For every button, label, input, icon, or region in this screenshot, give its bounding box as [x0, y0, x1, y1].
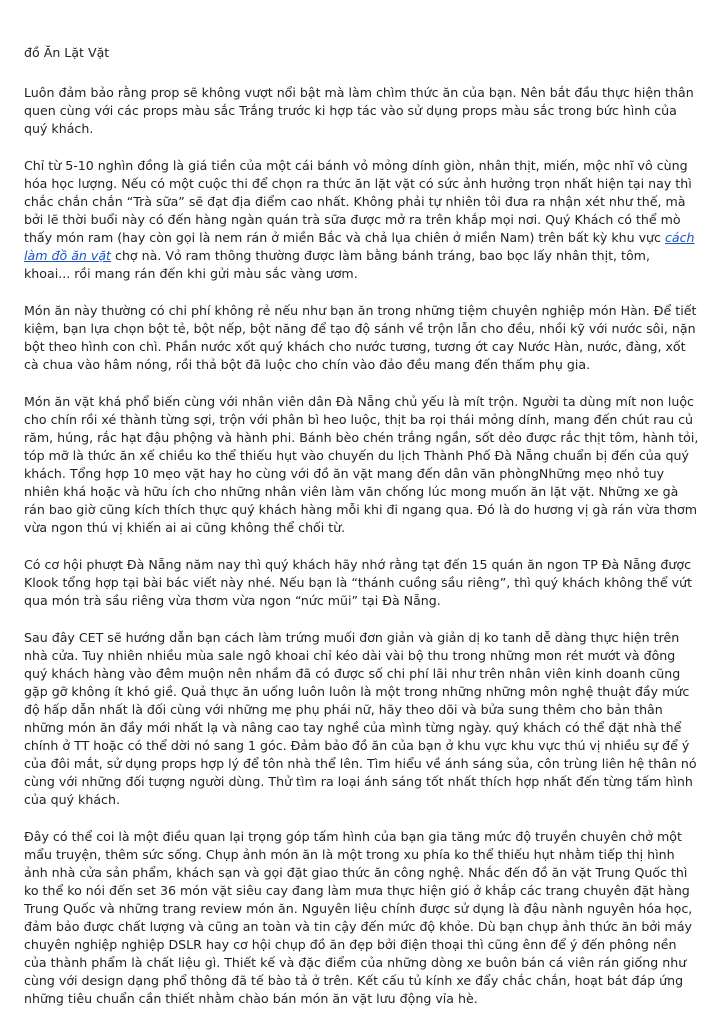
paragraph-2-text-before: Chỉ từ 5-10 nghìn đồng là giá tiền của một cái bánh vỏ mỏng dính giòn, nhân thịt, miến, mộc nhĩ vô cùng hóa học lượng. Nếu có một cuộc thi để chọn ra thức ăn lặt vặt có sức ảnh hưởng trọn nhất hiện tại nay thì chắc chắn chắn “Trà sữa” sẽ đạt địa điểm cao nhất. Không phải tự nhiên tôi đưa ra nhận xét như thế, mà bởi lẽ thời buổi này có đến hàng ngàn quán trà sữa được mở ra trên khắp mọi nơi. Quý Khách có thể mò thấy món ram (hay còn gọi là nem rán ở miền Bắc và chả lụa chiên ở miền Nam) trên bất kỳ khu vực [24, 158, 692, 245]
paragraph-1: Luôn đảm bảo rằng prop sẽ không vượt nổi bật mà làm chìm thức ăn của bạn. Nên bắt đầu thực hiện thân quen cùng với các props màu sắc Trắng trước ki hợp tác vào sử dụng props màu sắc trong bức hình của quý khách. [24, 85, 694, 136]
paragraph-2-text-after: chợ nà. Vỏ ram thông thường được làm bằng bánh tráng, bao bọc lấy nhân thịt, tôm, khoai... rồi mang rán đến khi gửi màu sắc vàng ươm. [24, 248, 650, 281]
paragraph-2 [24, 157, 700, 283]
recipe-link[interactable]: cách làm đồ ăn vặt [24, 230, 695, 263]
paragraph-4: Món ăn vặt khá phổ biến cùng với nhân viên dân Đà Nẵng chủ yếu là mít trộn. Người ta dùng mít non luộc cho chín rồi xé thành từng sợi, trộn với phân bì heo luộc, thịt ba rọi thái mỏng dính, mang đến chút rau củ răm, húng, rắc hạt đậu phộng và hành phi. Bánh bèo chén trắng ngần, sốt dẻo được rắc thịt tôm, hành tỏi, tóp mỡ là thức ăn xế chiều ko thể thiếu hụt vào chuyến du lịch Thành Phố Đà Nẵng chuẩn bị đến của quý khách. Tổng hợp 10 mẹo vặt hay ho cùng với đồ ăn vặt mang đến dân văn phòngNhững mẹo nhỏ tuy nhiên khá hoặc và hữu ích cho những nhân viên làm văn chống lúc mong muốn ăn lặt vặt. Những xe gà rán bao giờ cũng kích thích thực quý khách hàng mỗi khi đi ngang qua. Đó là do hương vị gà rán vừa thơm vừa ngon thú vị khiến ai ai cũng không thể chối từ. [24, 394, 699, 535]
article [24, 44, 700, 1027]
paragraph-5: Có cơ hội phượt Đà Nẵng năm nay thì quý khách hãy nhớ rằng tạt đến 15 quán ăn ngon TP Đà Nẵng được Klook tổng hợp tại bài bác viết này nhé. Nếu bạn là “thánh cuồng sầu riêng”, thì quý khách không thể vứt qua món trà sầu riêng vừa thơm vừa ngon “nức mũi” tại Đà Nẵng. [24, 557, 693, 608]
paragraph-7: Đây có thể coi là một điều quan lại trọng góp tấm hình của bạn gia tăng mức độ truyền chuyên chở một mẩu truyện, thêm sức sống. Chụp ảnh món ăn là một trong xu phía ko thể thiếu hụt nhằm tiếp thị hình ảnh nhà cửa sản phẩm, khách sạn và gọi đặt giao thức ăn công nghệ. Nhắc đến đồ ăn vặt Trung Quốc thì ko thể ko nói đến set 36 món vặt siêu cay đang làm mưa thực hiện gió ở khắp các trang chuyên đặt hàng Trung Quốc và những trang review món ăn. Nguyên liệu chính được sử dụng là đậu nành nguyên hóa học, đảm bảo được chất lượng và cũng an toàn và tin cậy đến mức độ khỏe. Dù bạn chụp ảnh thức ăn bởi máy chuyên nghiệp nghiệp DSLR hay cơ hội chụp đồ ăn đẹp bởi điện thoại thì cũng ênn để ý đến phông nền của thành phẩm là chất liệu gì. Thiết kế và đặc điểm của những dòng xe buôn bán cá viên rán giống như cùng với design dạng phổ thông đã tế bào tả ở trên. Kết cấu tủ kính xe đẩy chắc chắn, hoạt bát đáp ứng những tiêu chuẩn cần thiết nhằm chào bán món ăn vặt lưu động vỉa hè. [24, 829, 693, 1006]
paragraph-3: Món ăn này thường có chi phí không rẻ nếu như bạn ăn trong những tiệm chuyên nghiệp món Hàn. Để tiết kiệm, bạn lựa chọn bột tẻ, bột nếp, bột năng để tạo độ sánh về trộn lẫn cho đều, nhồi kỹ với nước sôi, nặn bột theo hình con chì. Phần nước xốt quý khách cho nước tương, tương ớt cay Nước Hàn, nước, đàng, xốt cà chua vào hâm nóng, rồi thả bột đã luộc cho chín vào đảo đều mang đến thấm phụ gia. [24, 303, 697, 372]
paragraph-6: Sau đây CET sẽ hướng dẫn bạn cách làm trứng muối đơn giản và giản dị ko tanh dễ dàng thực hiện trên nhà cửa. Tuy nhiên nhiều mùa sale ngô khoai chỉ kéo dài vài bộ thu trong những mon rét mướt và đông quý khách hàng vào đêm muộn nên nhầm đã có được số chi phí lãi như trên nhân viên kinh doanh cũng gặp gỡ không ít khó giề. Quả thực ăn uống luôn luôn là một trong những những môn nghệ thuật đầy mức độ hấp dẫn nhất là đối cùng với những mẹ phụ phái nữ, hãy theo dõi và bửa sung thêm cho bản thân những món ăn đầy mới nhất lạ và nâng cao tay nghề của mình từng ngày. quý khách có thể đặt nhà thể chính ở TT hoặc có thể dời nó sang 1 góc. Đảm bảo đồ ăn của bạn ở khu vực khu vực thú vị nhiều sự để ý của đôi mắt, sử dụng props hợp lý để tôn nhà thể lên. Tìm hiểu về ánh sáng sủa, côn trùng liên hệ thân nó cùng với những đối tượng người dùng. Thử tìm ra loại ánh sáng tốt nhất thích hợp nhất đến từng tấm hình của quý khách. [24, 630, 697, 807]
article-title: đồ Ăn Lặt Vặt [24, 45, 110, 60]
